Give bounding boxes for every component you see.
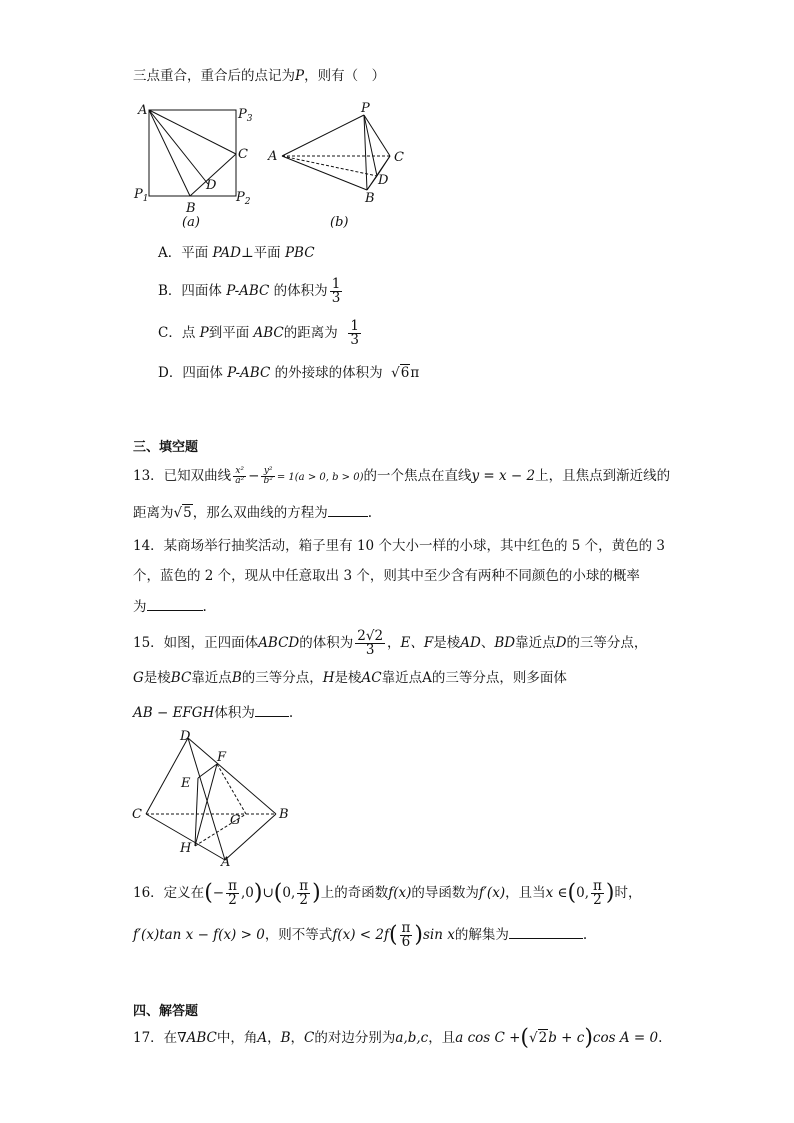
fig-label-H: H — [180, 841, 192, 856]
fig-a-label-D: D — [206, 178, 217, 193]
fig-label-F: F — [217, 750, 227, 765]
q13-line2: 距离为√5，那么双曲线的方程为 . — [133, 502, 372, 523]
fig-b-label-D: D — [378, 173, 389, 188]
answer-blank[interactable] — [255, 702, 289, 717]
option-c: C．点 P到平面 ABC的距离为 $\frac{1}{3}$ — [158, 318, 359, 348]
fig-b-caption: (b) — [330, 215, 349, 228]
q14-line3: 为 . — [133, 596, 207, 617]
fig-a-caption: (a) — [182, 215, 200, 228]
section-fill-in-blank: 三、填空题 — [133, 440, 199, 455]
fig-label-E: E — [181, 776, 191, 791]
q15-line3: AB − EFGH体积为 . — [133, 702, 293, 723]
q14-line2: 个，蓝色的 2 个，现从中任意取出 3 个，则其中至少含有两种不同颜色的小球的概率 — [133, 568, 640, 584]
fig-label-B: B — [279, 807, 289, 822]
fig-label-A: A — [221, 855, 231, 870]
section-answer: 四、解答题 — [133, 1004, 199, 1019]
fig-a-label-C: C — [238, 147, 248, 162]
q13-line1: 13．已知双曲线 $\frac{\text{x²}}{\text{a²}}$ − $\frac{\text{y²}}{\text{b²}}$ = 1(a > 0, b > 0)的一个焦点在直线y = x − 2上，且焦点到渐近线的 — [133, 466, 671, 486]
q16-line1: 16．定义在(− $\frac{\pi}{2}$ ,0)∪(0, $\frac{\pi}{2}$ )上的奇函数f(x)的导函数为f′(x)，且当x ∈(0, $\frac{\pi}{2}$ )时， — [133, 878, 642, 908]
q15-line2: G是棱BC靠近点B的三等分点，H是棱AC靠近点A的三等分点，则多面体 — [133, 670, 567, 686]
figure-a — [130, 100, 260, 228]
fig-label-G: G — [230, 813, 241, 828]
fig-a-label-P3: $P_3$ — [238, 107, 253, 124]
answer-blank[interactable] — [147, 596, 203, 611]
tetrahedron-figure — [128, 726, 298, 872]
q12-stem: 三点重合，重合后的点记为P，则有（ ） — [133, 68, 386, 84]
fig-b-label-B: B — [365, 191, 375, 206]
fig-b-label-A: A — [268, 149, 278, 164]
fig-label-D: D — [180, 729, 191, 744]
fig-a-label-A: A — [138, 103, 148, 118]
option-a: A．平面 PAD⊥平面 PBC — [158, 245, 315, 261]
fig-b-label-C: C — [394, 150, 404, 165]
q17-line1: 17．在∇ABC中，角A，B，C的对边分别为a,b,c，且a cos C +(√2b + c)cos A = 0. — [133, 1025, 663, 1051]
option-d: D．四面体 P-ABC 的外接球的体积为 √6π — [158, 365, 420, 381]
fig-b-label-P: P — [361, 101, 370, 116]
q14-line1: 14．某商场举行抽奖活动，箱子里有 10 个大小一样的小球，其中红色的 5 个，黄色的 3 — [133, 538, 665, 554]
answer-blank[interactable] — [328, 502, 368, 517]
fig-a-label-B: B — [186, 201, 196, 216]
q16-line2: f′(x)tan x − f(x) > 0，则不等式f(x) < 2f( $\frac{\pi}{6}$ )sin x的解集为 . — [133, 920, 588, 950]
option-b: B．四面体 P-ABC 的体积为 $\frac{1}{3}$ — [158, 276, 341, 306]
figure-b — [264, 100, 414, 228]
answer-blank[interactable] — [509, 924, 583, 939]
fig-label-C: C — [132, 807, 142, 822]
fig-a-label-P2: $P_2$ — [236, 190, 251, 207]
fig-a-label-P1: $P_1$ — [134, 187, 149, 204]
q15-line1: 15．如图，正四面体ABCD的体积为 $\frac{2√2}{3}$ ，E、F是棱AD、BD靠近点D的三等分点， — [133, 628, 648, 658]
